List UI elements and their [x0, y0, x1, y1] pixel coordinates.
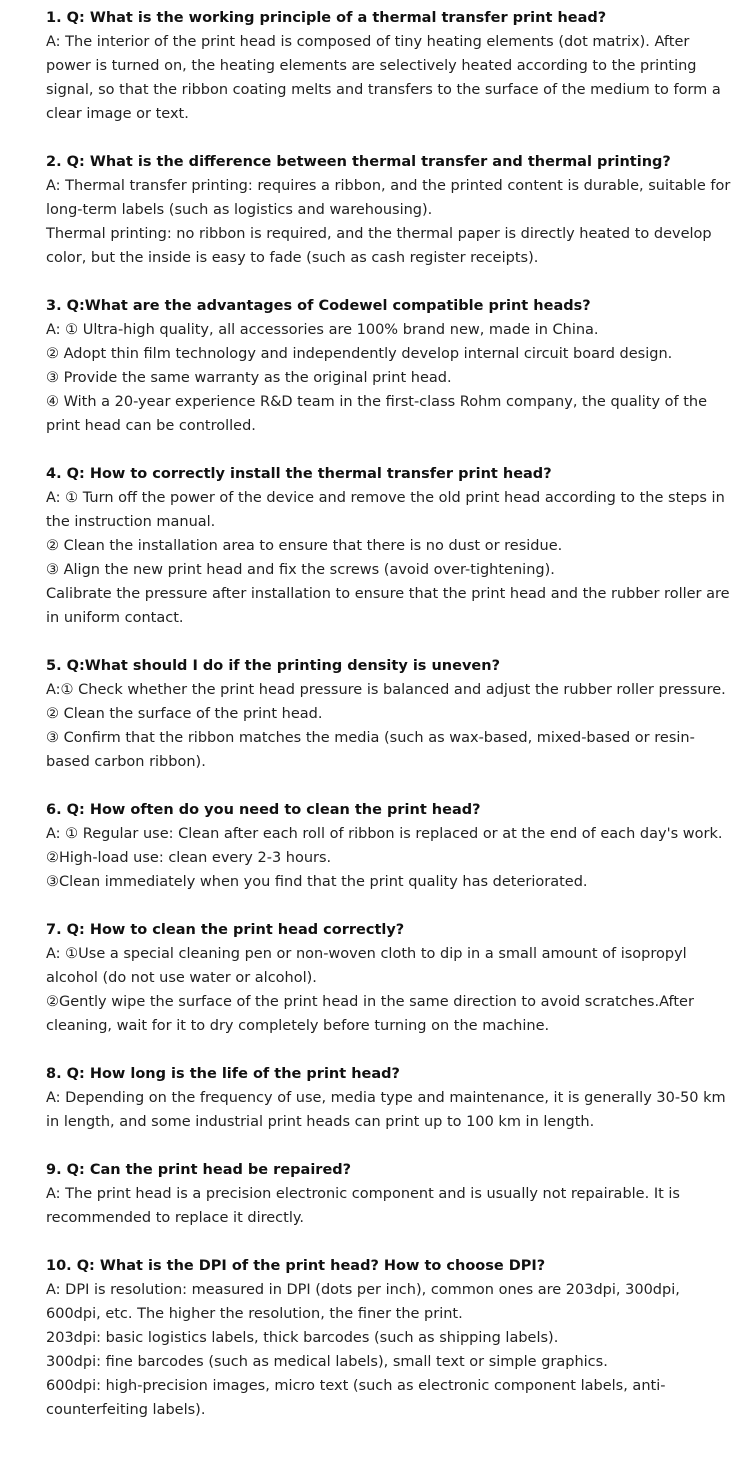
faq-answer: ③ Confirm that the ribbon matches the media (such as wax-based, mixed-based or resin-based carbon ribbon).: [46, 730, 695, 770]
faq-question: 10. Q: What is the DPI of the print head? How to choose DPI?: [46, 1258, 546, 1274]
faq-answer: Thermal printing: no ribbon is required, and the thermal paper is directly heated to develop color, but the inside is easy to fade (such as cash register receipts).: [46, 226, 712, 266]
faq-answer: A:① Check whether the print head pressure is balanced and adjust the rubber roller pressure.: [46, 682, 726, 698]
faq-answer: ③ Provide the same warranty as the original print head.: [46, 370, 452, 386]
faq-answer: A: ①Use a special cleaning pen or non-woven cloth to dip in a small amount of isopropyl alcohol (do not use water or alcohol).: [46, 946, 687, 986]
faq-item-8: [46, 1062, 732, 1134]
faq-answer: A: The interior of the print head is composed of tiny heating elements (dot matrix). After power is turned on, the heating elements are selectively heated according to the printing signal, so that the ribbon coating melts and transfers to the surface of the medium to form a clear image or text.: [46, 34, 721, 122]
faq-answer: A: ① Turn off the power of the device and remove the old print head according to the steps in the instruction manual.: [46, 490, 725, 530]
faq-item-9: [46, 1158, 732, 1230]
faq-answer: ②High-load use: clean every 2-3 hours.: [46, 850, 332, 866]
faq-answer: ③ Align the new print head and fix the screws (avoid over-tightening).: [46, 562, 555, 578]
faq-answer: ② Clean the installation area to ensure that there is no dust or residue.: [46, 538, 563, 554]
faq-answer: 300dpi: fine barcodes (such as medical labels), small text or simple graphics.: [46, 1354, 608, 1370]
faq-item-3: [46, 294, 732, 438]
faq-answer: A: Depending on the frequency of use, media type and maintenance, it is generally 30-50 km in length, and some industrial print heads can print up to 100 km in length.: [46, 1090, 726, 1130]
faq-answer: ③Clean immediately when you find that the print quality has deteriorated.: [46, 874, 588, 890]
faq-answer: A: Thermal transfer printing: requires a ribbon, and the printed content is durable, suitable for long-term labels (such as logistics and warehousing).: [46, 178, 731, 218]
faq-question: 4. Q: How to correctly install the thermal transfer print head?: [46, 466, 552, 482]
faq-question: 9. Q: Can the print head be repaired?: [46, 1162, 352, 1178]
faq-question: 8. Q: How long is the life of the print head?: [46, 1066, 400, 1082]
faq-answer: A: ① Ultra-high quality, all accessories are 100% brand new, made in China.: [46, 322, 599, 338]
faq-question: 3. Q:What are the advantages of Codewel compatible print heads?: [46, 298, 591, 314]
faq-answer: 203dpi: basic logistics labels, thick barcodes (such as shipping labels).: [46, 1330, 559, 1346]
faq-answer: A: DPI is resolution: measured in DPI (dots per inch), common ones are 203dpi, 300dpi, 600dpi, etc. The higher the resolution, the finer the print.: [46, 1282, 680, 1322]
faq-answer: ②Gently wipe the surface of the print head in the same direction to avoid scratches.After cleaning, wait for it to dry completely before turning on the machine.: [46, 994, 694, 1034]
faq-question: 1. Q: What is the working principle of a thermal transfer print head?: [46, 10, 607, 26]
faq-item-10: [46, 1254, 732, 1422]
faq-item-7: [46, 918, 732, 1038]
faq-answer: A: ① Regular use: Clean after each roll of ribbon is replaced or at the end of each day's work.: [46, 826, 723, 842]
faq-answer: ② Clean the surface of the print head.: [46, 706, 323, 722]
faq-answer: 600dpi: high-precision images, micro text (such as electronic component labels, anti-counterfeiting labels).: [46, 1378, 666, 1418]
faq-item-5: [46, 654, 732, 774]
faq-question: 7. Q: How to clean the print head correctly?: [46, 922, 405, 938]
faq-item-6: [46, 798, 732, 894]
faq-question: 5. Q:What should I do if the printing density is uneven?: [46, 658, 500, 674]
faq-item-2: [46, 150, 732, 270]
faq-item-1: [46, 6, 732, 126]
faq-item-4: [46, 462, 732, 630]
faq-question: 6. Q: How often do you need to clean the print head?: [46, 802, 481, 818]
faq-answer: ④ With a 20-year experience R&D team in the first-class Rohm company, the quality of the print head can be controlled.: [46, 394, 708, 434]
faq-answer: ② Adopt thin film technology and independently develop internal circuit board design.: [46, 346, 673, 362]
faq-answer: A: The print head is a precision electronic component and is usually not repairable. It is recommended to replace it directly.: [46, 1186, 680, 1226]
faq-answer: Calibrate the pressure after installation to ensure that the print head and the rubber roller are in uniform contact.: [46, 586, 730, 626]
faq-question: 2. Q: What is the difference between thermal transfer and thermal printing?: [46, 154, 671, 170]
